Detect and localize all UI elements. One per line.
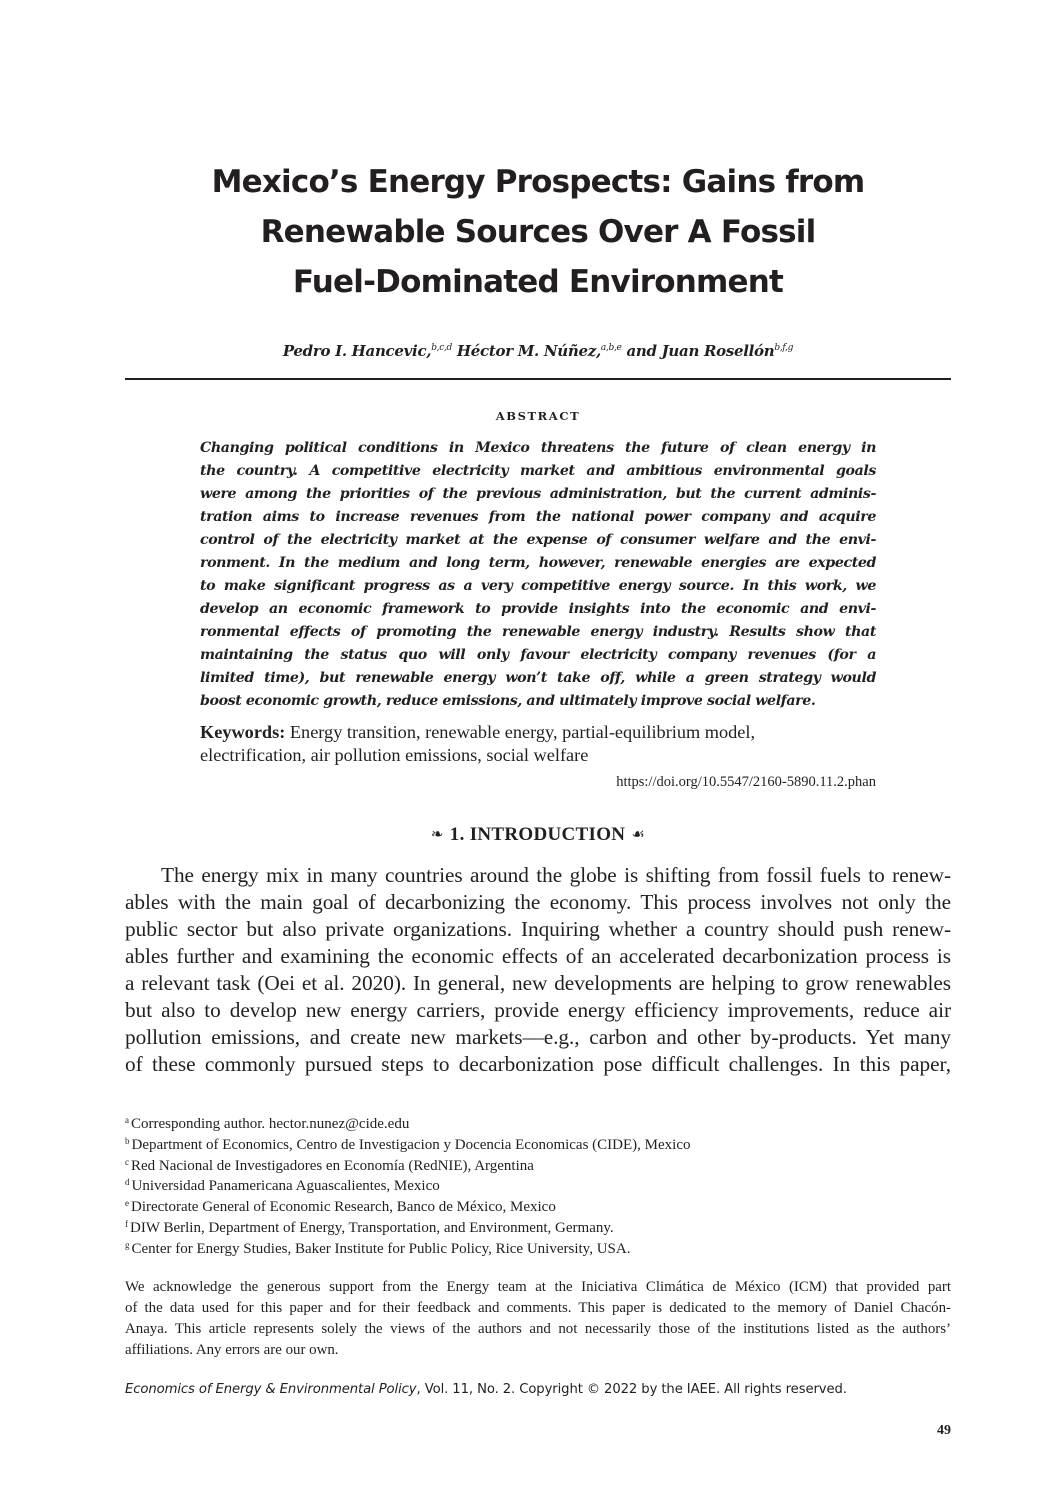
abstract-text — [200, 437, 876, 713]
body-line: ables further and examining the economic effects of an accelerated decarbonization process is — [125, 944, 951, 968]
title-line: Mexico’s Energy Prospects: Gains from — [211, 164, 865, 200]
author-list — [125, 342, 951, 360]
footnote — [125, 1135, 951, 1156]
body-line: a relevant task (Oei et al. 2020). In general, new developments are helping to grow renewables — [125, 971, 951, 995]
abstract-line: maintaining the status quo will only favour electricity company revenues (for a — [200, 647, 876, 663]
footnote-text: Red Nacional de Investigadores en Economía (RedNIE), Argentina — [131, 1157, 534, 1174]
footnote — [125, 1156, 951, 1177]
acknowledgment-line: Anaya. This article represents solely the views of the authors and not necessarily those of the institutions listed as the authors’ — [125, 1321, 951, 1337]
page-number: 49 — [937, 1423, 951, 1438]
abstract-line: develop an economic framework to provide insights into the economic and envi- — [200, 601, 876, 617]
footnote-text: Universidad Panamericana Aguascalientes, Mexico — [131, 1178, 440, 1195]
footnote-text: Center for Energy Studies, Baker Institute for Public Policy, Rice University, USA. — [131, 1240, 631, 1257]
footnote-text: Directorate General of Economic Research, Banco de México, Mexico — [131, 1199, 556, 1216]
keywords-label: Keywords: — [200, 722, 286, 742]
author-name: Pedro I. Hancevic, — [282, 342, 432, 360]
introduction-body — [125, 862, 951, 1078]
body-line: ables with the main goal of decarbonizing the economy. This process involves not only the — [125, 890, 951, 914]
journal-details: , Vol. 11, No. 2. Copyright © 2022 by the IAEE. All rights reserved. — [416, 1382, 847, 1397]
journal-name: Economics of Energy & Environmental Policy — [125, 1382, 417, 1397]
footnote-mark: a — [125, 1115, 129, 1125]
fleuron-right-icon: ☙ — [631, 827, 646, 843]
keywords — [200, 721, 876, 767]
author-name: Héctor M. Núñez, — [452, 342, 601, 360]
footnote-mark: e — [125, 1198, 129, 1209]
footnote-text: Corresponding author. hector.nunez@cide.edu — [131, 1116, 410, 1132]
acknowledgment-line: We acknowledge the generous support from the Energy team at the Iniciativa Climática de México (ICM) that provided part — [125, 1279, 951, 1295]
abstract-line: were among the priorities of the previous administration, but the current adminis- — [200, 486, 876, 502]
section-heading — [125, 824, 951, 846]
journal-citation — [125, 1382, 847, 1397]
author-name: and Juan Rosellón — [621, 342, 775, 360]
body-line: of these commonly pursued steps to decarbonization pose difficult challenges. In this paper, — [125, 1052, 951, 1076]
acknowledgment-line: affiliations. Any errors are our own. — [125, 1342, 339, 1358]
abstract-line: boost economic growth, reduce emissions, and ultimately improve social welfare. — [200, 693, 816, 709]
paper-title — [125, 157, 951, 307]
affiliation-marks: b,f,g — [774, 343, 794, 353]
title-line: Fuel-Dominated Environment — [292, 264, 784, 300]
footnote-mark: b — [125, 1135, 130, 1146]
footnote-text: Department of Economics, Centro de Investigacion y Docencia Economicas (CIDE), Mexico — [131, 1136, 691, 1153]
footnote — [125, 1176, 951, 1197]
abstract-line: the country. A competitive electricity market and ambitious environmental goals — [200, 463, 876, 479]
footnotes — [125, 1114, 951, 1260]
header-rule — [125, 378, 951, 380]
body-line: The energy mix in many countries around the globe is shifting from fossil fuels to renew- — [161, 863, 951, 887]
acknowledgment-line: of the data used for this paper and for their feedback and comments. This paper is dedicated to the memory of Daniel Chacón- — [125, 1300, 951, 1316]
acknowledgment — [125, 1277, 951, 1361]
abstract-line: ronmental effects of promoting the renewable energy industry. Results show that — [200, 624, 876, 640]
affiliation-marks: b,c,d — [431, 343, 452, 353]
abstract-heading: ABSTRACT — [495, 409, 581, 423]
fleuron-left-icon: ❧ — [430, 827, 444, 843]
footnote-mark: c — [125, 1156, 129, 1167]
abstract-line: limited time), but renewable energy won’t take off, while a green strategy would — [200, 670, 876, 686]
footnote-text: DIW Berlin, Department of Energy, Transportation, and Environment, Germany. — [130, 1219, 614, 1236]
abstract-line: ronment. In the medium and long term, however, renewable energies are expected — [200, 555, 876, 571]
footnote-mark: f — [125, 1218, 128, 1229]
footnote — [125, 1239, 951, 1260]
doi-link[interactable]: https://doi.org/10.5547/2160-5890.11.2.phan — [616, 774, 876, 790]
abstract-line: tration aims to increase revenues from the national power company and acquire — [200, 509, 876, 525]
title-line: Renewable Sources Over A Fossil — [260, 214, 816, 250]
footnote-mark: d — [125, 1177, 130, 1188]
keywords-text: electrification, air pollution emissions, social welfare — [200, 745, 589, 765]
abstract-line: to make significant progress as a very competitive energy source. In this work, we — [200, 578, 876, 594]
abstract-line: Changing political conditions in Mexico threatens the future of clean energy in — [200, 440, 876, 456]
keywords-text: Energy transition, renewable energy, partial-equilibrium model, — [285, 722, 756, 742]
body-line: pollution emissions, and create new markets—e.g., carbon and other by-products. Yet many — [125, 1025, 951, 1049]
section-title: 1. INTRODUCTION — [449, 824, 626, 845]
footnote-mark: g — [125, 1239, 130, 1250]
footnote — [125, 1197, 951, 1218]
footnote — [125, 1218, 951, 1239]
abstract-line: control of the electricity market at the expense of consumer welfare and the envi- — [200, 532, 876, 548]
body-line: but also to develop new energy carriers, provide energy efficiency improvements, reduce air — [125, 998, 951, 1022]
footnote — [125, 1114, 951, 1135]
body-line: public sector but also private organizations. Inquiring whether a country should push renew- — [125, 917, 951, 941]
affiliation-marks: a,b,e — [600, 343, 622, 353]
